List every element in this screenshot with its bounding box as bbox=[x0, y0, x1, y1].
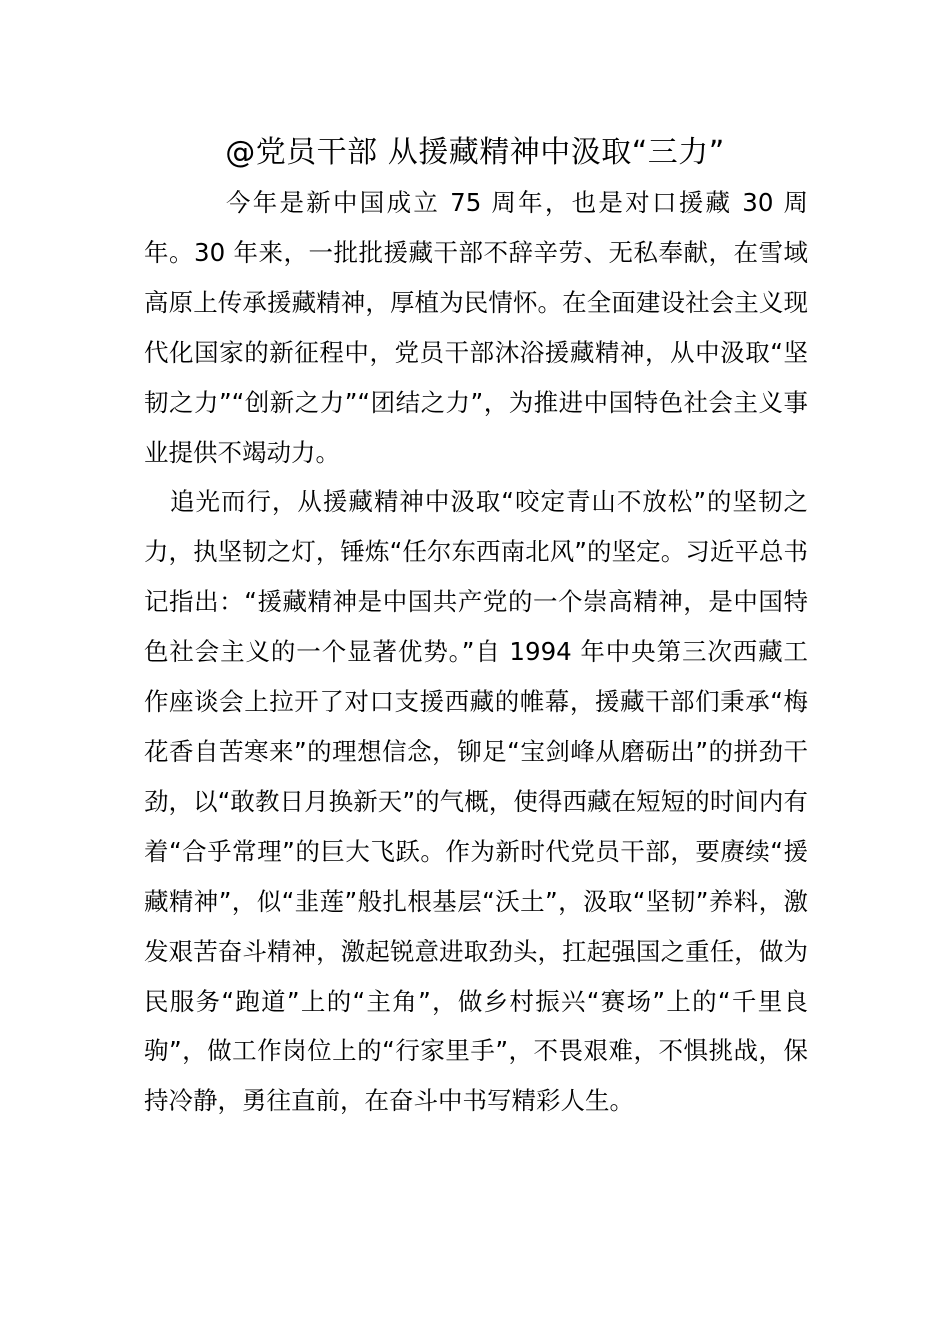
document-body bbox=[144, 178, 808, 1126]
document-title: @党员干部 从援藏精神中汲取“三力” bbox=[225, 135, 725, 170]
paragraph-resilience: 追光而行，从援藏精神中汲取“咬定青山不放松”的坚韧之力，执坚韧之灯，锤炼“任尔东西南北风”的坚定。习近平总书记指出：“援藏精神是中国共产党的一个崇高精神，是中国特色社会主义的一个显著优势。”自 1994 年中央第三次西藏工作座谈会上拉开了对口支援西藏的帷幕，援藏干部们秉承“梅花香自苦寒来”的理想信念，铆足“宝剑峰从磨砺出”的拼劲干劲，以“敢教日月换新天”的气概，使得西藏在短短的时间内有着“合乎常理”的巨大飞跃。作为新时代党员干部，要赓续“援藏精神”，似“韭莲”般扎根基层“沃土”，汲取“坚韧”养料，激发艰苦奋斗精神，激起锐意进取劲头，扛起强国之重任，做为民服务“跑道”上的“主角”，做乡村振兴“赛场”上的“千里良驹”，做工作岗位上的“行家里手”，不畏艰难，不惧挑战，保持冷静，勇往直前，在奋斗中书写精彩人生。 bbox=[144, 487, 808, 1116]
paragraph-intro: 今年是新中国成立 75 周年，也是对口援藏 30 周年。30 年来，一批批援藏干部不辞辛劳、无私奉献，在雪域高原上传承援藏精神，厚植为民情怀。在全面建设社会主义现代化国家的新征程中，党员干部沐浴援藏精神，从中汲取“坚韧之力”“创新之力”“团结之力”，为推进中国特色社会主义事业提供不竭动力。 bbox=[144, 188, 808, 467]
